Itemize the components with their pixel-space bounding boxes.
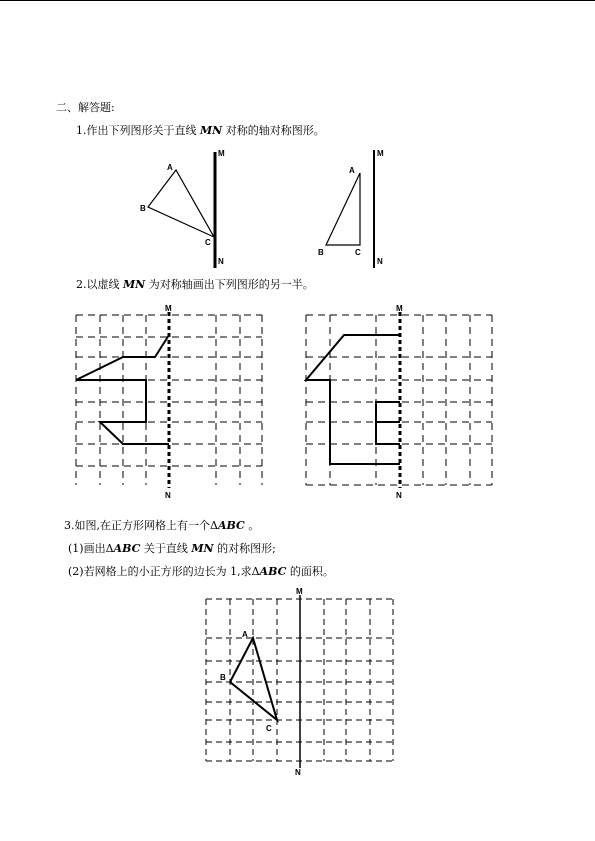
q2-right-label-n: N xyxy=(396,491,402,500)
q1-right-label-m: M xyxy=(377,149,384,158)
q3-sub1-abc: ABC xyxy=(113,542,141,555)
q3-sub2-suffix: 的面积。 xyxy=(286,565,334,578)
section-heading: 二、解答题: xyxy=(56,101,115,114)
q1-right-label-n: N xyxy=(377,257,383,266)
q1-right-triangle xyxy=(326,173,360,245)
q2-left-label-m: M xyxy=(165,304,172,313)
q3-label-n: N xyxy=(295,768,301,777)
q1-suffix: 对称的轴对称图形。 xyxy=(222,124,325,137)
q2-prefix: 2.以虚线 xyxy=(76,278,123,291)
q1-left-label-n: N xyxy=(218,257,224,266)
q2-grid-left xyxy=(76,304,262,500)
q3-label-m: M xyxy=(296,587,303,596)
q3-sub1-mid: 关于直线 xyxy=(140,542,192,555)
q1-right-label-c: C xyxy=(355,248,361,257)
q3-label-b: B xyxy=(220,673,226,682)
q3-suffix: 。 xyxy=(244,519,260,532)
q1-right-label-a: A xyxy=(349,166,355,175)
q1-mn: MN xyxy=(200,124,223,137)
q3-grid xyxy=(206,587,393,777)
q1-left-label-b: B xyxy=(140,204,146,213)
q3-sub1-delta: Δ xyxy=(105,542,114,555)
q3-abc: ABC xyxy=(217,519,245,532)
q1-prefix: 1.作出下列图形关于直线 xyxy=(76,124,200,137)
q1-right-label-b: B xyxy=(318,248,324,257)
q1-left-label-m: M xyxy=(218,149,225,158)
q2-grid-right xyxy=(306,304,492,500)
q1-figure-left xyxy=(140,149,225,268)
q3-sub1-mn: MN xyxy=(191,542,214,555)
q2-left-label-n: N xyxy=(165,491,171,500)
q3-label-a: A xyxy=(242,630,248,639)
q3-delta: Δ xyxy=(210,519,218,532)
q3-sub1-prefix: (1)画出 xyxy=(68,542,106,555)
q3-prefix: 3.如图,在正方形网格上有一个 xyxy=(64,519,210,532)
q2-right-label-m: M xyxy=(396,304,403,313)
q1-figure-right xyxy=(318,149,384,268)
q2-mn: MN xyxy=(123,278,146,291)
q3-sub2-delta: Δ xyxy=(251,565,260,578)
q3-sub2-abc: ABC xyxy=(259,565,287,578)
q3-label-c: C xyxy=(266,724,272,733)
q2-suffix: 为对称轴画出下列图形的另一半。 xyxy=(145,278,314,291)
q1-left-triangle xyxy=(148,170,214,237)
q1-left-label-a: A xyxy=(167,163,173,172)
q3-sub1-suffix: 的对称图形; xyxy=(213,542,276,555)
q1-left-label-c: C xyxy=(205,238,211,247)
q3-sub2-prefix: (2)若网格上的小正方形的边长为 1,求 xyxy=(68,565,252,578)
